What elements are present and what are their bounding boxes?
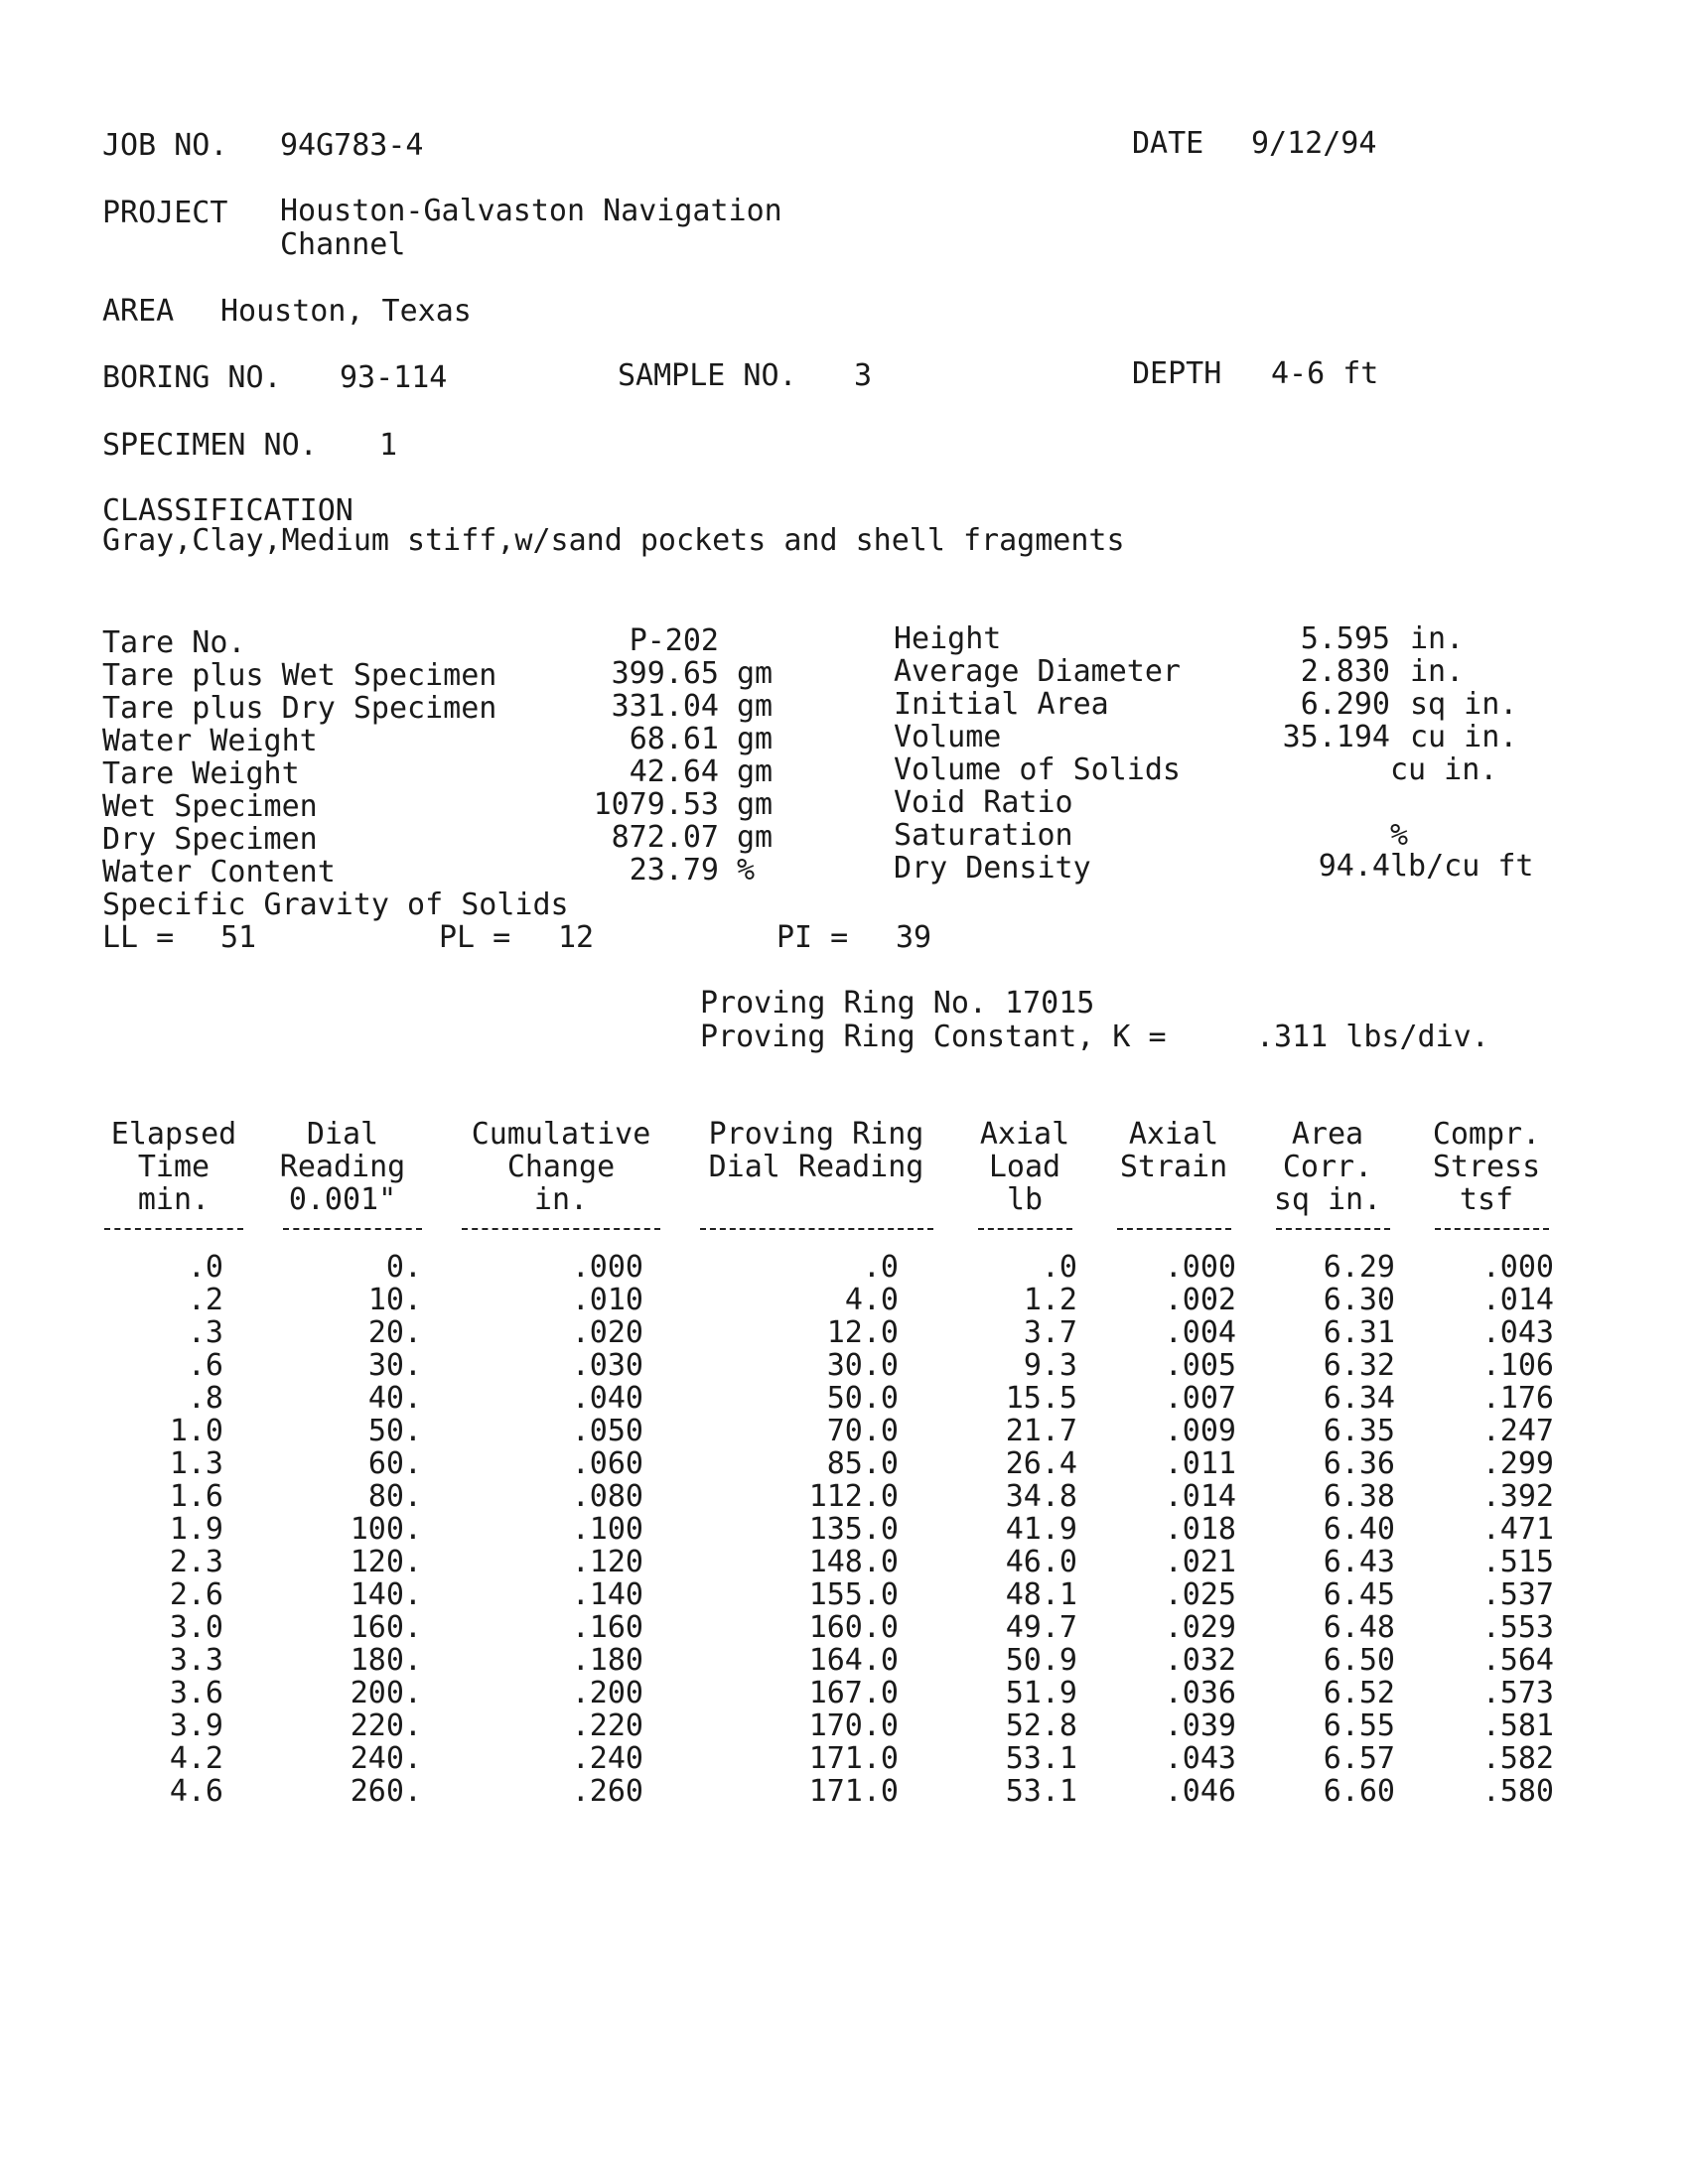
- table-cell: 6.52: [1323, 1676, 1395, 1710]
- table-cell: .220: [571, 1708, 643, 1743]
- prop-label: Saturation: [894, 818, 1073, 853]
- table-cell: 1.2: [1023, 1283, 1077, 1317]
- table-cell: 12.0: [826, 1315, 899, 1350]
- table-cell: .011: [1164, 1446, 1236, 1481]
- table-cell: 140.: [350, 1577, 422, 1612]
- table-cell: 6.35: [1323, 1414, 1395, 1448]
- table-cell: .004: [1164, 1315, 1236, 1350]
- table-cell: .580: [1481, 1774, 1554, 1809]
- table-cell: .392: [1481, 1479, 1554, 1514]
- prop-unit: gm: [737, 689, 774, 724]
- prop-unit: gm: [737, 820, 774, 855]
- table-cell: 80.: [367, 1479, 422, 1514]
- prop-label: Tare plus Wet Specimen: [102, 658, 497, 693]
- boring-no-label: BORING NO.: [102, 360, 282, 395]
- sample-no-value: 3: [854, 358, 873, 393]
- table-cell: .010: [571, 1283, 643, 1317]
- table-cell: .200: [571, 1676, 643, 1710]
- column-header: Dial Reading: [708, 1150, 924, 1184]
- column-header: in.: [533, 1182, 589, 1217]
- column-header: Stress: [1432, 1150, 1541, 1184]
- header-divider: [1117, 1228, 1231, 1230]
- table-cell: 30.: [367, 1348, 422, 1383]
- table-cell: 53.1: [1005, 1741, 1077, 1776]
- prop-value: 23.79: [629, 853, 719, 887]
- prop-label: Specific Gravity of Solids: [102, 887, 569, 922]
- table-cell: .553: [1481, 1610, 1554, 1645]
- header-divider: [700, 1228, 933, 1230]
- prop-label: Wet Specimen: [102, 789, 318, 824]
- table-cell: .002: [1164, 1283, 1236, 1317]
- table-cell: 60.: [367, 1446, 422, 1481]
- date-value: 9/12/94: [1251, 126, 1377, 161]
- prop-value: 2.830: [1300, 654, 1390, 689]
- table-cell: 1.0: [169, 1414, 223, 1448]
- prop-value: 68.61: [629, 722, 719, 756]
- table-cell: 51.9: [1005, 1676, 1077, 1710]
- table-cell: 160.0: [808, 1610, 899, 1645]
- proving-ring-constant-value: .311 lbs/div.: [1256, 1020, 1489, 1054]
- table-cell: 52.8: [1005, 1708, 1077, 1743]
- pi-value: 39: [896, 920, 932, 955]
- table-cell: 3.9: [169, 1708, 223, 1743]
- table-cell: 220.: [350, 1708, 422, 1743]
- table-cell: 135.0: [808, 1512, 899, 1547]
- prop-unit: gm: [737, 754, 774, 789]
- table-cell: .573: [1481, 1676, 1554, 1710]
- table-cell: .564: [1481, 1643, 1554, 1678]
- table-cell: 6.43: [1323, 1545, 1395, 1579]
- table-cell: 6.29: [1323, 1250, 1395, 1285]
- prop-value: P-202: [629, 623, 719, 658]
- classification-value: Gray,Clay,Medium stiff,w/sand pockets and shell fragments: [102, 523, 1125, 558]
- table-cell: 70.0: [826, 1414, 899, 1448]
- table-cell: 240.: [350, 1741, 422, 1776]
- table-cell: .014: [1481, 1283, 1554, 1317]
- prop-value: 872.07: [611, 820, 719, 855]
- column-header: min.: [137, 1182, 211, 1217]
- column-header: Elapsed: [110, 1117, 237, 1152]
- table-cell: 1.9: [169, 1512, 223, 1547]
- prop-value: 35.194: [1282, 720, 1390, 754]
- prop-unit: in.: [1410, 654, 1465, 689]
- prop-label: Tare No.: [102, 625, 246, 660]
- table-cell: 200.: [350, 1676, 422, 1710]
- table-cell: 155.0: [808, 1577, 899, 1612]
- header-divider: [1435, 1228, 1549, 1230]
- table-cell: .043: [1164, 1741, 1236, 1776]
- prop-value: 94.4: [1318, 849, 1390, 884]
- table-cell: 6.48: [1323, 1610, 1395, 1645]
- table-cell: .030: [571, 1348, 643, 1383]
- header-divider: [978, 1228, 1072, 1230]
- column-header: Proving Ring: [708, 1117, 924, 1152]
- table-cell: 85.0: [826, 1446, 899, 1481]
- pi-label: PI =: [776, 920, 849, 955]
- table-cell: 6.31: [1323, 1315, 1395, 1350]
- table-cell: .009: [1164, 1414, 1236, 1448]
- table-cell: 0.: [385, 1250, 422, 1285]
- table-cell: 160.: [350, 1610, 422, 1645]
- prop-unit: %: [737, 853, 756, 887]
- column-header: sq in.: [1273, 1182, 1382, 1217]
- prop-label: Void Ratio: [894, 785, 1073, 820]
- header-divider: [462, 1228, 660, 1230]
- proving-ring-constant-label: Proving Ring Constant, K =: [700, 1020, 1167, 1054]
- table-cell: 6.36: [1323, 1446, 1395, 1481]
- table-cell: 4.6: [169, 1774, 223, 1809]
- table-cell: .007: [1164, 1381, 1236, 1416]
- column-header: Area: [1291, 1117, 1364, 1152]
- table-cell: 53.1: [1005, 1774, 1077, 1809]
- table-cell: 6.38: [1323, 1479, 1395, 1514]
- header-divider: [283, 1228, 422, 1230]
- table-cell: .036: [1164, 1676, 1236, 1710]
- prop-label: Initial Area: [894, 687, 1109, 722]
- job-no-label: JOB NO.: [102, 128, 228, 163]
- table-cell: .260: [571, 1774, 643, 1809]
- table-cell: .046: [1164, 1774, 1236, 1809]
- table-cell: 3.0: [169, 1610, 223, 1645]
- table-cell: .0: [1041, 1250, 1077, 1285]
- table-cell: 171.0: [808, 1774, 899, 1809]
- boring-no-value: 93-114: [340, 360, 448, 395]
- prop-unit: in.: [1410, 621, 1465, 656]
- table-cell: .100: [571, 1512, 643, 1547]
- ll-value: 51: [220, 920, 257, 955]
- prop-value: 331.04: [611, 689, 719, 724]
- column-header: Corr.: [1282, 1150, 1373, 1184]
- column-header: tsf: [1459, 1182, 1514, 1217]
- table-cell: 46.0: [1005, 1545, 1077, 1579]
- column-header: Reading: [279, 1150, 406, 1184]
- pl-label: PL =: [439, 920, 511, 955]
- prop-unit: cu in.: [1410, 720, 1518, 754]
- table-cell: 1.3: [169, 1446, 223, 1481]
- table-cell: .140: [571, 1577, 643, 1612]
- table-cell: .0: [187, 1250, 223, 1285]
- date-label: DATE: [1132, 126, 1204, 161]
- table-cell: 148.0: [808, 1545, 899, 1579]
- table-cell: 3.7: [1023, 1315, 1077, 1350]
- prop-value: 42.64: [629, 754, 719, 789]
- column-header: Axial: [1128, 1117, 1219, 1152]
- table-cell: 4.0: [844, 1283, 899, 1317]
- table-cell: .000: [1481, 1250, 1554, 1285]
- table-cell: 3.3: [169, 1643, 223, 1678]
- area-value: Houston, Texas: [220, 294, 472, 329]
- table-cell: 15.5: [1005, 1381, 1077, 1416]
- table-cell: .005: [1164, 1348, 1236, 1383]
- table-cell: 6.57: [1323, 1741, 1395, 1776]
- column-header: lb: [1006, 1182, 1044, 1217]
- table-cell: .029: [1164, 1610, 1236, 1645]
- table-cell: .537: [1481, 1577, 1554, 1612]
- prop-unit: lb/cu ft: [1390, 849, 1534, 884]
- table-cell: .025: [1164, 1577, 1236, 1612]
- table-cell: 6.45: [1323, 1577, 1395, 1612]
- prop-label: Height: [894, 621, 1002, 656]
- depth-value: 4-6 ft: [1271, 356, 1379, 391]
- depth-label: DEPTH: [1132, 356, 1222, 391]
- table-cell: 260.: [350, 1774, 422, 1809]
- table-cell: .247: [1481, 1414, 1554, 1448]
- table-cell: 4.2: [169, 1741, 223, 1776]
- table-cell: .043: [1481, 1315, 1554, 1350]
- prop-value: 6.290: [1300, 687, 1390, 722]
- sample-no-label: SAMPLE NO.: [618, 358, 797, 393]
- prop-unit: gm: [737, 722, 774, 756]
- prop-label: Volume: [894, 720, 1002, 754]
- area-label: AREA: [102, 294, 175, 329]
- table-cell: .000: [571, 1250, 643, 1285]
- table-cell: 2.3: [169, 1545, 223, 1579]
- prop-label: Dry Specimen: [102, 822, 318, 857]
- table-cell: .176: [1481, 1381, 1554, 1416]
- table-cell: 112.0: [808, 1479, 899, 1514]
- table-cell: 26.4: [1005, 1446, 1077, 1481]
- table-cell: 6.60: [1323, 1774, 1395, 1809]
- prop-value: 1079.53: [593, 787, 719, 822]
- table-cell: 21.7: [1005, 1414, 1077, 1448]
- table-cell: .060: [571, 1446, 643, 1481]
- table-cell: 100.: [350, 1512, 422, 1547]
- table-cell: .120: [571, 1545, 643, 1579]
- table-cell: .0: [862, 1250, 899, 1285]
- header-divider: [1276, 1228, 1390, 1230]
- table-cell: 180.: [350, 1643, 422, 1678]
- table-cell: .471: [1481, 1512, 1554, 1547]
- table-cell: 34.8: [1005, 1479, 1077, 1514]
- column-header: Axial: [979, 1117, 1070, 1152]
- table-cell: 9.3: [1023, 1348, 1077, 1383]
- column-header: Load: [988, 1150, 1061, 1184]
- column-header: Strain: [1119, 1150, 1228, 1184]
- table-cell: .582: [1481, 1741, 1554, 1776]
- table-cell: 6.30: [1323, 1283, 1395, 1317]
- table-cell: .299: [1481, 1446, 1554, 1481]
- column-header: Cumulative: [471, 1117, 651, 1152]
- prop-label: Water Weight: [102, 724, 318, 758]
- table-cell: .240: [571, 1741, 643, 1776]
- table-cell: .3: [187, 1315, 223, 1350]
- table-cell: 6.32: [1323, 1348, 1395, 1383]
- table-cell: 30.0: [826, 1348, 899, 1383]
- pl-value: 12: [558, 920, 595, 955]
- table-cell: .160: [571, 1610, 643, 1645]
- header-divider: [104, 1228, 243, 1230]
- table-cell: 10.: [367, 1283, 422, 1317]
- prop-label: Tare Weight: [102, 756, 300, 791]
- column-header: Compr.: [1432, 1117, 1541, 1152]
- column-header: Time: [137, 1150, 211, 1184]
- table-cell: 49.7: [1005, 1610, 1077, 1645]
- table-cell: .018: [1164, 1512, 1236, 1547]
- specimen-no-value: 1: [379, 428, 398, 463]
- table-cell: 6.55: [1323, 1708, 1395, 1743]
- table-cell: .039: [1164, 1708, 1236, 1743]
- table-cell: .6: [187, 1348, 223, 1383]
- table-cell: .040: [571, 1381, 643, 1416]
- prop-unit: gm: [737, 787, 774, 822]
- table-cell: .8: [187, 1381, 223, 1416]
- table-cell: 3.6: [169, 1676, 223, 1710]
- prop-unit: %: [1390, 818, 1409, 853]
- table-cell: 41.9: [1005, 1512, 1077, 1547]
- table-cell: 170.0: [808, 1708, 899, 1743]
- table-cell: 48.1: [1005, 1577, 1077, 1612]
- column-header: Dial: [306, 1117, 379, 1152]
- project-name-line2: Channel: [280, 227, 406, 262]
- table-cell: 50.0: [826, 1381, 899, 1416]
- job-no-value: 94G783-4: [280, 128, 424, 163]
- table-cell: .515: [1481, 1545, 1554, 1579]
- table-cell: 40.: [367, 1381, 422, 1416]
- table-cell: .581: [1481, 1708, 1554, 1743]
- prop-label: Volume of Solids: [894, 752, 1181, 787]
- table-cell: .020: [571, 1315, 643, 1350]
- prop-value: 5.595: [1300, 621, 1390, 656]
- table-cell: 6.40: [1323, 1512, 1395, 1547]
- prop-unit: sq in.: [1410, 687, 1518, 722]
- table-cell: 167.0: [808, 1676, 899, 1710]
- table-cell: .080: [571, 1479, 643, 1514]
- ll-label: LL =: [102, 920, 175, 955]
- prop-label: Water Content: [102, 855, 336, 889]
- table-cell: .050: [571, 1414, 643, 1448]
- prop-value: 399.65: [611, 656, 719, 691]
- table-cell: 20.: [367, 1315, 422, 1350]
- table-cell: .2: [187, 1283, 223, 1317]
- column-header: Change: [506, 1150, 616, 1184]
- table-cell: .032: [1164, 1643, 1236, 1678]
- table-cell: 50.: [367, 1414, 422, 1448]
- table-cell: .021: [1164, 1545, 1236, 1579]
- table-cell: 6.50: [1323, 1643, 1395, 1678]
- table-cell: .106: [1481, 1348, 1554, 1383]
- prop-label: Dry Density: [894, 851, 1091, 886]
- table-cell: 6.34: [1323, 1381, 1395, 1416]
- table-cell: 120.: [350, 1545, 422, 1579]
- classification-label: CLASSIFICATION: [102, 493, 353, 528]
- table-cell: .014: [1164, 1479, 1236, 1514]
- table-cell: 2.6: [169, 1577, 223, 1612]
- table-cell: 1.6: [169, 1479, 223, 1514]
- prop-unit: cu in.: [1390, 752, 1498, 787]
- specimen-no-label: SPECIMEN NO.: [102, 428, 318, 463]
- table-cell: 164.0: [808, 1643, 899, 1678]
- proving-ring-no: Proving Ring No. 17015: [700, 986, 1095, 1021]
- column-header: 0.001": [288, 1182, 397, 1217]
- prop-label: Tare plus Dry Specimen: [102, 691, 497, 726]
- prop-label: Average Diameter: [894, 654, 1181, 689]
- table-cell: .000: [1164, 1250, 1236, 1285]
- table-cell: 50.9: [1005, 1643, 1077, 1678]
- project-name-line1: Houston-Galvaston Navigation: [280, 194, 782, 228]
- table-cell: 171.0: [808, 1741, 899, 1776]
- table-cell: .180: [571, 1643, 643, 1678]
- project-label: PROJECT: [102, 196, 228, 230]
- prop-unit: gm: [737, 656, 774, 691]
